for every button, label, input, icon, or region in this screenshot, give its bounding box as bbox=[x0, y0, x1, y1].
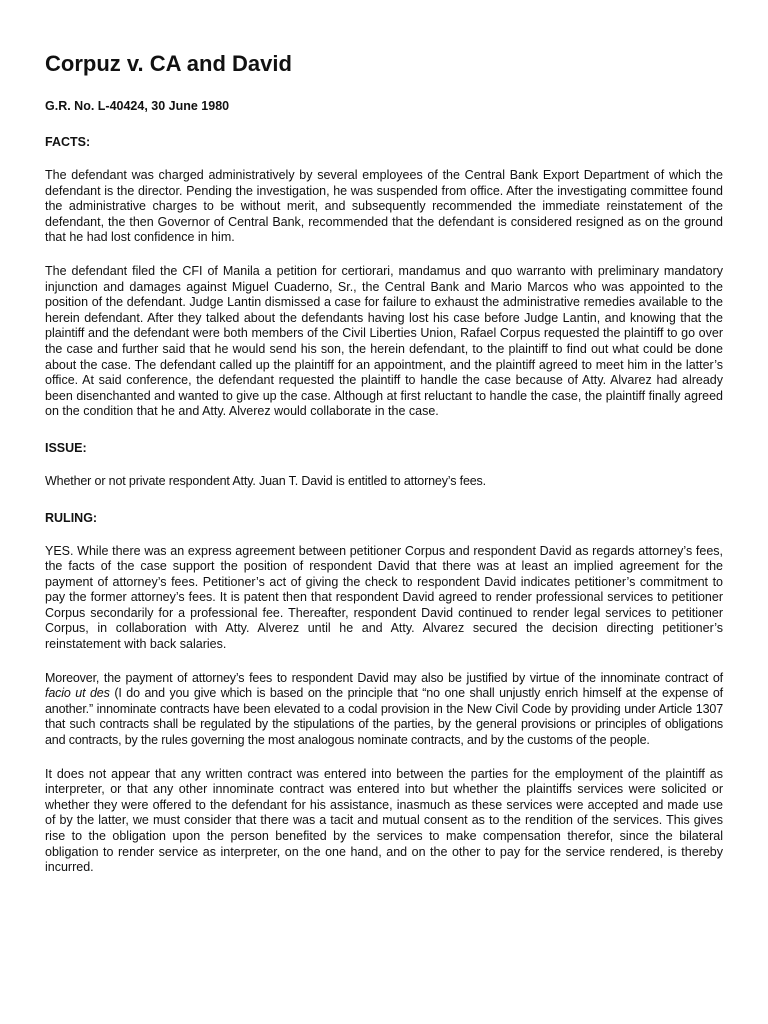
ruling-paragraph-1: YES. While there was an express agreement between petitioner Corpus and respondent David as regards attorney’s fees, the facts of the case support the position of respondent David that there was at least an implied agreement for the payment of attorney’s fees. Petitioner’s act of giving the check to respondent David indicates petitioner’s commitment to pay the former attorney’s fees. It is patent then that respondent David agreed to render professional services to petitioner Corpus secondarily for a professional fee. Thereafter, respondent David continued to render legal services to petitioner Corpus, in collaboration with Atty. Alverez until he and Atty. Alvarez secured the decision directing petitioner’s reinstatement with back salaries. bbox=[45, 543, 723, 652]
ruling-heading: RULING: bbox=[45, 510, 98, 525]
issue-heading: ISSUE: bbox=[45, 440, 87, 455]
facts-heading: FACTS: bbox=[45, 135, 91, 149]
case-number: G.R. No. L-40424, 30 June 1980 bbox=[45, 99, 230, 113]
ruling-paragraph-2-lead: Moreover, the payment of attorney’s fees to respondent David may also be justified by virtue of the innominate contract of bbox=[45, 670, 723, 685]
facts-paragraph-2: The defendant filed the CFI of Manila a petition for certiorari, mandamus and quo warranto with preliminary mandatory injunction and damages against Miguel Cuaderno, Sr., the Central Bank and Mario Marcos who was appointed to the position of the defendant. Judge Lantin dismissed a case for failure to exhaust the administrative remedies available to the herein defendant. After they talked about the defendants having lost his case before Judge Lantin, and knowing that the plaintiff and the defendant were both members of the Civil Liberties Union, Rafael Corpus requested the plaintiff to go over the case and further said that he would send his son, the herein defendant, to the plaintiff to find out what could be done about the case. The defendant called up the plaintiff for an appointment, and the plaintiff agreed to meet him in the latter’s office. At said conference, the defendant requested the plaintiff to handle the case because of Atty. Alvarez had already been disenchanted and wanted to give up the case. Although at first reluctant to handle the case, the plaintiff finally agreed on the condition that he and Atty. Alverez would collaborate in the case. bbox=[45, 263, 723, 419]
latin-term: facio ut des bbox=[45, 686, 110, 701]
ruling-paragraph-2-rest: (I do and you give which is based on the principle that “no one shall unjustly enrich himself at the expense of another.” innominate contracts have been elevated to a codal provision in the New Civil Code by providing under Article 1307 that such contracts shall be regulated by the stipulations of the parties, by the general provisions or principles of obligations and contracts, by the rules governing the most analogous nominate contracts, and by the customs of the people. bbox=[45, 686, 723, 748]
ruling-paragraph-2 bbox=[45, 671, 723, 749]
page-title: Corpuz v. CA and David bbox=[45, 51, 292, 76]
ruling-paragraph-3: It does not appear that any written contract was entered into between the parties for the employment of the plaintiff as interpreter, or that any other innominate contract was entered into but whether the plaintiffs services were solicited or whether they were offered to the defendant for his assistance, inasmuch as these services were accepted and made use of by the latter, we must consider that there was a tacit and mutual consent as to the rendition of the services. This gives rise to the obligation upon the person benefited by the services to make compensation therefor, since the bilateral obligation to render service as interpreter, on the one hand, and on the other to pay for the service rendered, is thereby incurred. bbox=[45, 766, 723, 875]
issue-text: Whether or not private respondent Atty. Juan T. David is entitled to attorney’s fees. bbox=[45, 473, 486, 488]
facts-paragraph-1: The defendant was charged administratively by several employees of the Central Bank Export Department of which the defendant is the director. Pending the investigation, he was suspended from office. After the investigating committee found the administrative charges to be without merit, and subsequently recommended the immediate reinstatement of the defendant, the then Governor of Central Bank, recommended that the defendant is considered resigned as on the ground that he had lost confidence in him. bbox=[45, 168, 723, 245]
